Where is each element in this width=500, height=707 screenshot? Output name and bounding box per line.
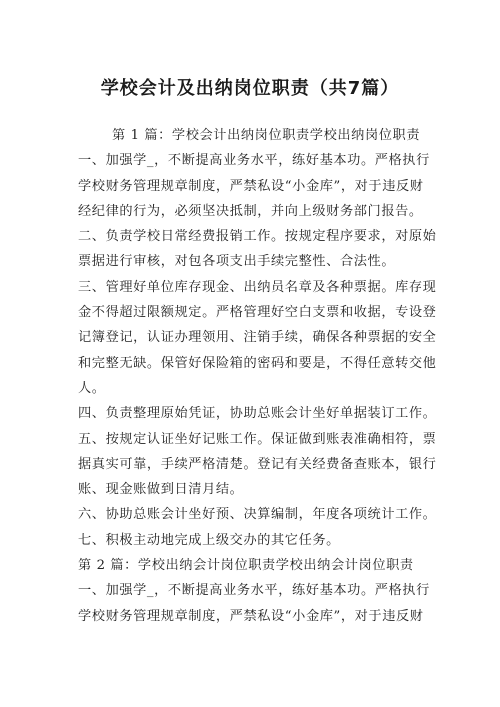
paragraph-line: 四、负责整理原始凭证，协助总账会计坐好单据装订工作。 — [78, 406, 437, 422]
document-body — [78, 123, 438, 629]
paragraph-line: 六、协助总账会计坐好预、决算编制，年度各项统计工作。 — [78, 507, 437, 523]
document-title: 学校会计及出纳岗位职责（共7篇） — [100, 78, 400, 99]
section-heading-1: 第 1 篇：学校会计出纳岗位职责学校出纳岗位职责 — [112, 128, 421, 143]
paragraph-line: 学校财务管理规章制度，严禁私设“小金库”，对于违反财 — [78, 178, 424, 194]
paragraph-line: 一、加强学_，不断提高业务水平，练好基本功。严格执行 — [78, 583, 430, 599]
paragraph-line: 一、加强学_，不断提高业务水平，练好基本功。严格执行 — [78, 153, 430, 169]
paragraph-line: 三、管理好单位库存现金、出纳员名章及各种票据。库存现 — [78, 279, 437, 295]
paragraph-line: 二、负责学校日常经费报销工作。按规定程序要求，对原始 — [78, 229, 437, 245]
paragraph-line: 账、现金账做到日清月结。 — [78, 482, 244, 498]
paragraph-line: 记簿登记，认证办理领用、注销手续，确保各种票据的安全 — [78, 330, 437, 346]
paragraph-line: 人。 — [78, 380, 106, 396]
paragraph-line: 票据进行审核，对包各项支出手续完整性、合法性。 — [78, 254, 396, 270]
paragraph-line: 据真实可靠，手续严格清楚。登记有关经费备查账本，银行 — [78, 456, 437, 472]
paragraph-line: 七、积极主动地完成上级交办的其它任务。 — [78, 532, 340, 548]
paragraph-line: 学校财务管理规章制度，严禁私设“小金库”，对于违反财 — [78, 608, 424, 624]
paragraph-line: 金不得超过限额规定。严格管理好空白支票和收据，专设登 — [78, 305, 437, 321]
paragraph-line: 和完整无缺。保管好保险箱的密码和要是，不得任意转交他 — [78, 355, 437, 371]
paragraph-line: 经纪律的行为，必须坚决抵制，并向上级财务部门报告。 — [78, 203, 423, 219]
section-heading-2: 第 2 篇：学校出纳会计岗位职责学校出纳会计岗位职责 — [78, 558, 414, 574]
paragraph-line: 五、按规定认证坐好记账工作。保证做到账表准确相符，票 — [78, 431, 437, 447]
